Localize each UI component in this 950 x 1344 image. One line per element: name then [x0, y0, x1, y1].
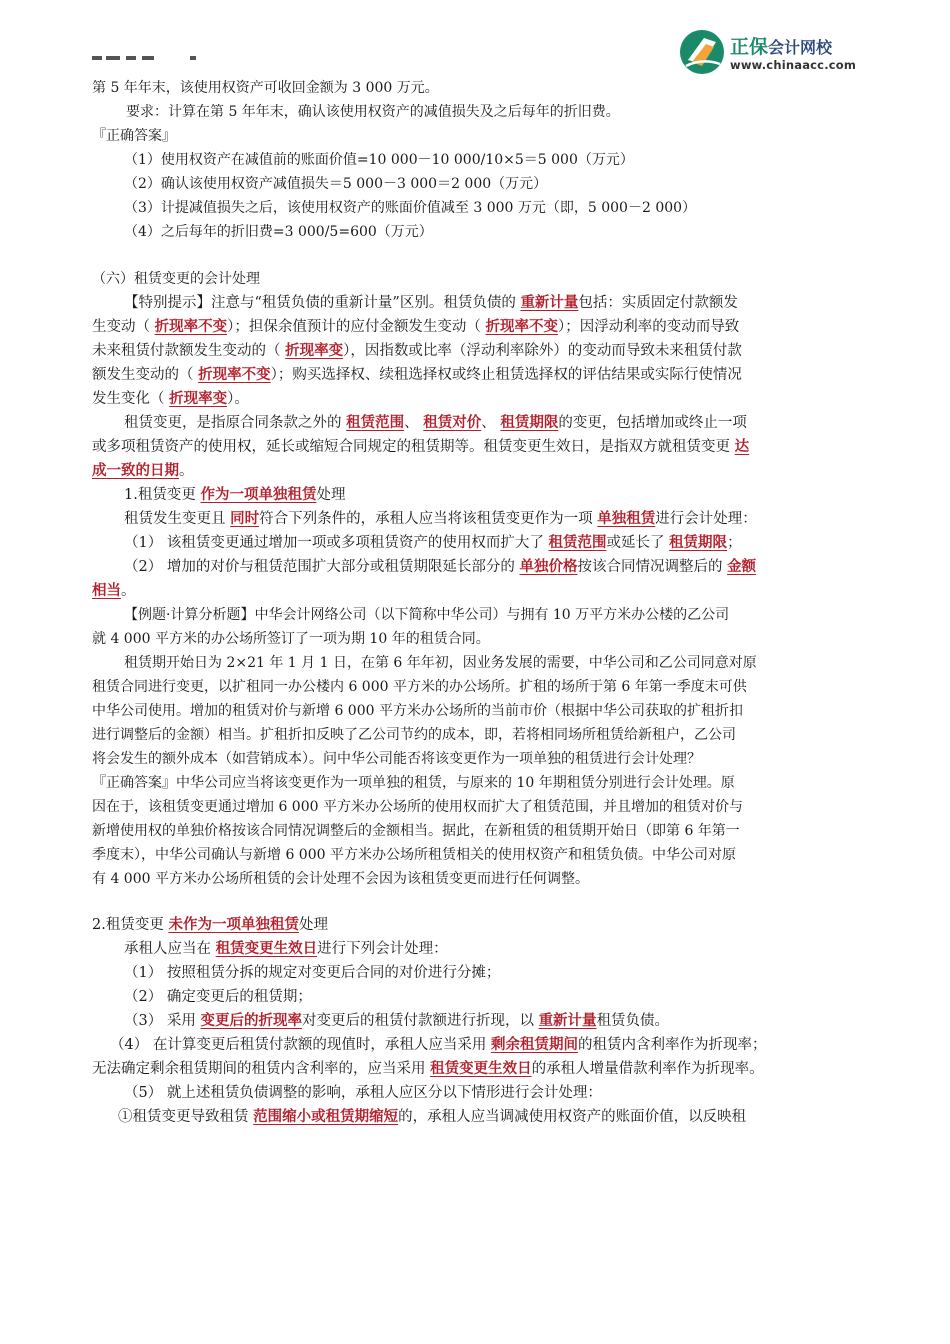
paragraph-line: 相当。 [92, 582, 136, 599]
chinaacc-logo [678, 28, 878, 76]
example-line: 租赁合同进行变更，以扩租同一办公楼内 6 000 平方米的办公场所。扩租的场所于第 6 年第一季度末可供 [92, 679, 747, 695]
example-line: 季度末），中华公司确认与新增 6 000 平方米办公场所租赁相关的使用权资产和租赁负债。中华公司对原 [92, 847, 736, 863]
paragraph-line: （4） 在计算变更后租赁付款额的现值时，承租人应当采用 剩余租赁期间的租赁内含利率作为折现率； [110, 1036, 767, 1053]
paragraph-line: （2） 增加的对价与租赁范围扩大部分或租赁期限延长部分的 单独价格按该合同情况调整后的 金额 [124, 558, 757, 575]
text-line: （2）确认该使用权资产减值损失＝5 000－3 000＝2 000（万元） [124, 176, 548, 192]
paragraph-line: 无法确定剩余租赁期间的租赁内含利率的，应当采用 租赁变更生效日的承租人增量借款利率作为折现率。 [92, 1060, 764, 1077]
paragraph-line: 额发生变动的（ 折现率不变）；购买选择权、续租选择权或终止租赁选择权的评估结果或实际行使情况 [92, 366, 742, 383]
paragraph-line: 承租人应当在 租赁变更生效日进行下列会计处理： [124, 940, 448, 957]
text-line: 第 5 年年末，该使用权资产可收回金额为 3 000 万元。 [92, 80, 439, 96]
example-line: 进行调整后的金额）相当。扩租折扣反映了乙公司节约的成本，即，若将相同场所租赁给新租户，乙公司 [92, 727, 736, 743]
example-line: 就 4 000 平方米的办公场所签订了一项为期 10 年的租赁合同。 [92, 631, 490, 647]
example-line: 【例题·计算分析题】中华会计网络公司（以下简称中华公司）与拥有 10 万平方米办公楼的乙公司 [124, 607, 730, 623]
paragraph-line: 成一致的日期。 [92, 462, 194, 479]
logo-title: 正保会计网校 [730, 36, 833, 58]
subsection-heading: 2.租赁变更 未作为一项单独租赁处理 [92, 916, 328, 933]
subsection-heading: 1.租赁变更 作为一项单独租赁处理 [124, 486, 346, 503]
example-line: 新增使用权的单独价格按该合同情况调整后的金额相当。据此，在新租赁的租赁期开始日（即第 6 年第一 [92, 823, 740, 839]
paragraph-line: （1） 按照租赁分拆的规定对变更后合同的对价进行分摊； [124, 965, 501, 981]
paragraph-line: （5） 就上述租赁负债调整的影响，承租人应区分以下情形进行会计处理： [124, 1085, 602, 1101]
section-heading: （六）租赁变更的会计处理 [92, 271, 260, 287]
text-line: 要求：计算在第 5 年年末，确认该使用权资产的减值损失及之后每年的折旧费。 [126, 104, 620, 120]
text-line: （3）计提减值损失之后，该使用权资产的账面价值减至 3 000 万元（即，5 000－2 000） [124, 200, 697, 216]
logo-icon [678, 28, 726, 76]
paragraph-line: 未来租赁付款额发生变动的（ 折现率变），因指数或比率（浮动利率除外）的变动而导致未来租赁付款 [92, 342, 742, 359]
text-line: （4）之后每年的折旧费=3 000/5=600（万元） [124, 224, 433, 240]
example-line: 中华公司使用。增加的租赁对价与新增 6 000 平方米办公场所的当前市价（根据中华公司获取的扩租折扣 [92, 703, 743, 719]
example-line: 有 4 000 平方米办公场所租赁的会计处理不会因为该租赁变更而进行任何调整。 [92, 871, 589, 887]
paragraph-line: （2） 确定变更后的租赁期； [124, 989, 312, 1005]
answer-label: 『正确答案』 [92, 128, 176, 144]
example-line: 因在于，该租赁变更通过增加 6 000 平方米办公场所的使用权而扩大了租赁范围，并且增加的租赁对价与 [92, 799, 743, 815]
paragraph-line: （3） 采用 变更后的折现率对变更后的租赁付款额进行折现，以 重新计量租赁负债。 [124, 1012, 670, 1029]
paragraph-line: （1） 该租赁变更通过增加一项或多项租赁资产的使用权而扩大了 租赁范围或延长了 租赁期限； [124, 534, 742, 551]
example-line: 将会发生的额外成本（如营销成本）。问中华公司能否将该变更作为一项单独的租赁进行会计处理？ [92, 751, 701, 767]
paragraph-line: 租赁发生变更且 同时符合下列条件的，承租人应当将该租赁变更作为一项 单独租赁进行会计处理： [124, 510, 757, 527]
paragraph-line: 租赁变更，是指原合同条款之外的 租赁范围、 租赁对价、 租赁期限的变更，包括增加或终止一项 [124, 414, 747, 431]
example-line: 租赁期开始日为 2×21 年 1 月 1 日，在第 6 年年初，因业务发展的需要，中华公司和乙公司同意对原 [124, 655, 757, 671]
paragraph-line: 或多项租赁资产的使用权，延长或缩短合同规定的租赁期等。租赁变更生效日，是指双方就租赁变更 达 [92, 438, 750, 455]
cut-off-text-fragment [90, 52, 210, 62]
example-line: 『正确答案』中华公司应当将该变更作为一项单独的租赁，与原来的 10 年期租赁分别进行会计处理。原 [92, 775, 735, 791]
text-line: （1）使用权资产在减值前的账面价值=10 000－10 000/10×5＝5 000（万元） [124, 152, 634, 168]
logo-url: www.chinaacc.com [730, 58, 857, 72]
paragraph-line: 生变动（ 折现率不变）；担保余值预计的应付金额发生变动（ 折现率不变）；因浮动利率的变动而导致 [92, 318, 740, 335]
paragraph-line: 发生变化（ 折现率变）。 [92, 390, 249, 407]
paragraph-line: 【特别提示】注意与“租赁负债的重新计量”区别。租赁负债的 重新计量包括：实质固定付款额发 [124, 294, 738, 311]
paragraph-line: ①租赁变更导致租赁 范围缩小或租赁期缩短的，承租人应当调减使用权资产的账面价值，以反映租 [118, 1108, 747, 1125]
